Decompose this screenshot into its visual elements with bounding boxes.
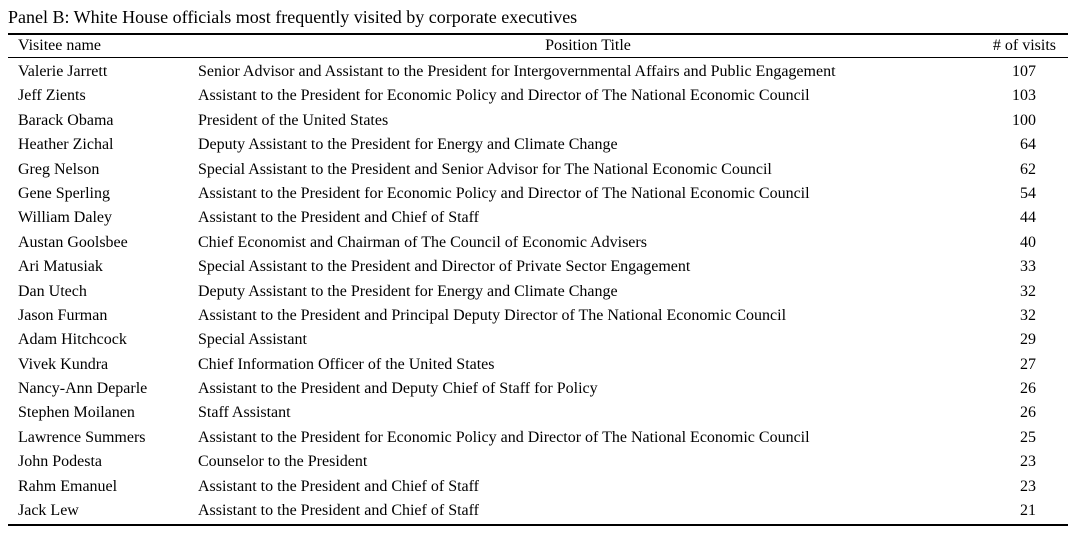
- position-title-cell: President of the United States: [198, 111, 389, 129]
- position-title-cell: Chief Information Officer of the United States: [198, 355, 495, 373]
- table-row: [8, 231, 1068, 255]
- position-title-cell: Chief Economist and Chairman of The Council of Economic Advisers: [198, 233, 647, 251]
- position-title-cell: Assistant to the President and Deputy Chief of Staff for Policy: [198, 380, 598, 398]
- position-title-cell: Special Assistant to the President and Director of Private Sector Engagement: [198, 258, 691, 276]
- table-row: [8, 255, 1068, 279]
- visit-count-cell: 54: [1020, 184, 1036, 202]
- visitee-name-cell: John Podesta: [18, 453, 102, 471]
- visit-count-cell: 32: [1020, 282, 1036, 300]
- visitee-name-cell: Valerie Jarrett: [18, 63, 108, 80]
- visit-count-cell: 26: [1020, 404, 1036, 422]
- table-row: [8, 401, 1068, 425]
- position-title-cell: Assistant to the President and Principal Deputy Director of The National Economic Council: [198, 306, 787, 324]
- position-title-cell: Deputy Assistant to the President for Energy and Climate Change: [198, 282, 618, 300]
- table-body: [8, 58, 1068, 524]
- position-title-cell: Assistant to the President for Economic Policy and Director of The National Economic Council: [198, 87, 810, 105]
- visit-count-cell: 33: [1020, 258, 1036, 276]
- visit-count-cell: 29: [1020, 331, 1036, 349]
- visitee-name-cell: Dan Utech: [18, 282, 87, 300]
- table-row: [8, 109, 1068, 133]
- table-row: [8, 304, 1068, 328]
- table-row: [8, 377, 1068, 401]
- visit-count-cell: 26: [1020, 380, 1036, 398]
- visit-count-cell: 44: [1020, 209, 1036, 227]
- table-row: [8, 475, 1068, 499]
- visitee-name-cell: Vivek Kundra: [18, 355, 109, 373]
- visit-count-cell: 32: [1020, 306, 1036, 324]
- table-row: [8, 133, 1068, 157]
- header-visitee-name: Visitee name: [18, 37, 102, 54]
- visit-count-cell: 27: [1020, 355, 1036, 373]
- position-title-cell: Assistant to the President and Chief of Staff: [198, 502, 479, 520]
- visitee-name-cell: Stephen Moilanen: [18, 404, 135, 422]
- visitee-name-cell: Jeff Zients: [18, 87, 86, 105]
- header-position-title: Position Title: [545, 37, 631, 54]
- header-number-of-visits: # of visits: [992, 37, 1056, 54]
- visitee-name-cell: Jack Lew: [18, 502, 79, 520]
- visitee-name-cell: Greg Nelson: [18, 160, 100, 178]
- table-row: [8, 499, 1068, 523]
- visitee-name-cell: Barack Obama: [18, 111, 114, 129]
- table-row: [8, 158, 1068, 182]
- position-title-cell: Special Assistant: [198, 331, 307, 349]
- table-row: [8, 426, 1068, 450]
- panel-title: Panel B: White House officials most frequently visited by corporate executives: [8, 7, 578, 27]
- visitee-name-cell: William Daley: [18, 209, 112, 227]
- position-title-cell: Deputy Assistant to the President for Energy and Climate Change: [198, 136, 618, 154]
- visit-count-cell: 103: [1012, 87, 1036, 105]
- visit-count-cell: 25: [1020, 428, 1036, 446]
- table-row: [8, 328, 1068, 352]
- visit-count-cell: 62: [1020, 160, 1036, 178]
- table-row: [8, 182, 1068, 206]
- visitee-name-cell: Lawrence Summers: [18, 428, 146, 446]
- visit-count-cell: 21: [1020, 502, 1036, 520]
- visit-count-cell: 23: [1020, 477, 1036, 495]
- visitee-name-cell: Gene Sperling: [18, 184, 110, 202]
- table-row: [8, 450, 1068, 474]
- visit-count-cell: 64: [1020, 136, 1036, 154]
- visitee-name-cell: Austan Goolsbee: [18, 233, 128, 251]
- visitee-name-cell: Rahm Emanuel: [18, 477, 118, 495]
- position-title-cell: Special Assistant to the President and Senior Advisor for The National Economic Council: [198, 160, 772, 178]
- visit-count-cell: 40: [1020, 233, 1036, 251]
- table-row: [8, 206, 1068, 230]
- position-title-cell: Assistant to the President and Chief of Staff: [198, 209, 479, 227]
- visitee-name-cell: Jason Furman: [18, 306, 108, 324]
- position-title-cell: Assistant to the President and Chief of Staff: [198, 477, 479, 495]
- position-title-cell: Assistant to the President for Economic Policy and Director of The National Economic Council: [198, 428, 810, 446]
- table-bottom-rule: [8, 524, 1068, 526]
- visit-count-cell: 23: [1020, 453, 1036, 471]
- visitee-name-cell: Ari Matusiak: [18, 258, 103, 276]
- table-row: [8, 84, 1068, 108]
- visitee-name-cell: Heather Zichal: [18, 136, 114, 154]
- position-title-cell: Senior Advisor and Assistant to the President for Intergovernmental Affairs and Public Engagement: [198, 63, 836, 80]
- position-title-cell: Staff Assistant: [198, 404, 291, 422]
- visit-count-cell: 100: [1012, 111, 1036, 129]
- visitee-name-cell: Nancy-Ann Deparle: [18, 380, 148, 398]
- table-header-row: [8, 35, 1068, 57]
- table-row: [8, 280, 1068, 304]
- visit-count-cell: 107: [1012, 63, 1036, 80]
- visits-table: [8, 33, 1068, 526]
- position-title-cell: Assistant to the President for Economic Policy and Director of The National Economic Council: [198, 184, 810, 202]
- position-title-cell: Counselor to the President: [198, 453, 368, 471]
- table-row: [8, 353, 1068, 377]
- table-row: [8, 60, 1068, 84]
- visitee-name-cell: Adam Hitchcock: [18, 331, 127, 349]
